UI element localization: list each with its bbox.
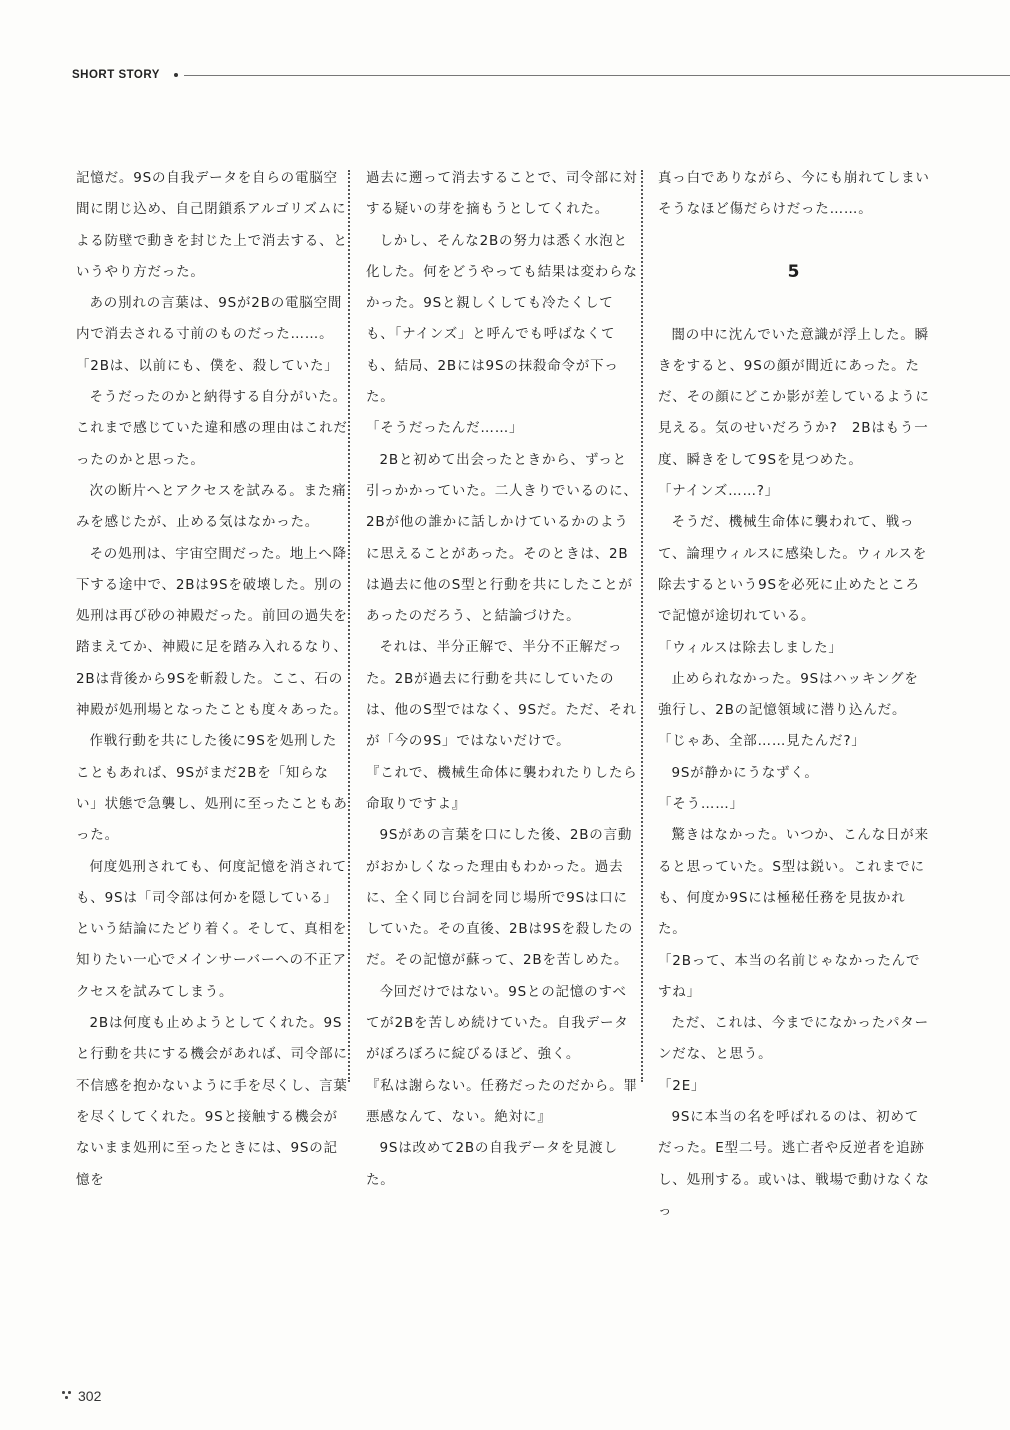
column-3-after <box>658 320 930 1228</box>
paragraph: 「そうだったんだ……」 <box>366 420 524 437</box>
paragraph: 「そう……」 <box>658 796 744 813</box>
section-title: SHORT STORY <box>72 69 160 81</box>
column-divider <box>641 170 643 1082</box>
column-divider <box>348 170 350 1082</box>
paragraph: 次の断片へとアクセスを試みる。また痛みを感じたが、止める気はなかった。 <box>76 482 347 531</box>
paragraph: 記憶だ。9Sの自我データを自らの電脳空間に閉じ込め、自己閉鎖系アルゴリズムによる防壁で動きを封じた上で消去する、というやり方だった。 <box>76 170 348 280</box>
paragraph: 真っ白でありながら、今にも崩れてしまいそうなほど傷だらけだった……。 <box>658 170 930 218</box>
page-footer <box>62 1388 101 1404</box>
paragraph: それは、半分正解で、半分不正解だった。2Bが過去に行動を共にしていたのは、他のS型ではなく、9Sだ。ただ、それが「今の9S」ではないだけで。 <box>366 639 637 750</box>
text-column-1 <box>76 163 348 1196</box>
chapter-number: 5 <box>787 261 801 282</box>
paragraph: 2Bと初めて出会ったときから、ずっと引っかかっていた。二人きりでいるのに、2Bが他の誰かに話しかけているかのように思えることがあった。そのときは、2Bは過去に他のS型と行動を共にしたことがあったのだろう、と結論づけた。 <box>366 451 638 625</box>
paragraph: 9Sがあの言葉を口にした後、2Bの言動がおかしくなった理由もわかった。過去に、全く同じ台詞を同じ場所で9Sは口にしていた。その直後、2Bは9Sを殺したのだ。その記憶が蘇って、2Bを苦しめた。 <box>366 827 634 969</box>
paragraph: 過去に遡って消去することで、司令部に対する疑いの芽を摘もうとしてくれた。 <box>366 170 638 218</box>
paragraph: 『これで、機械生命体に襲われたりしたら命取りですよ』 <box>366 764 638 812</box>
column-3-before <box>658 163 930 226</box>
footer-mark-icon <box>62 1391 72 1401</box>
paragraph: しかし、そんな2Bの努力は悉く水泡と化した。何をどうやっても結果は変わらなかった。9Sと親しくしても冷たくしても、「ナインズ」と呼んでも呼ばなくても、結局、2Bには9Sの抹殺命令が下った。 <box>366 232 638 406</box>
paragraph: 「ナインズ……?」 <box>658 483 780 500</box>
paragraph: 闇の中に沈んでいた意識が浮上した。瞬きをすると、9Sの顔が間近にあった。ただ、その顔にどこか影が差しているように見える。気のせいだろうか? 2Bはもう一度、瞬きをして9Sを見つめた。 <box>658 326 930 468</box>
paragraph: 「じゃあ、全部……見たんだ?」 <box>658 733 866 750</box>
paragraph: 「2E」 <box>658 1077 706 1094</box>
paragraph: ただ、これは、今までになかったパターンだな、と思う。 <box>658 1015 929 1063</box>
paragraph: その処刑は、宇宙空間だった。地上へ降下する途中で、2Bは9Sを破壊した。別の処刑は再び砂の神殿だった。前回の過失を踏まえてか、神殿に足を踏み入れるなり、2Bは背後から9Sを斬殺した。ここ、石の神殿が処刑場となったことも度々あった。 <box>76 545 348 719</box>
paragraph: 「2Bは、以前にも、僕を、殺していた」 <box>76 357 339 374</box>
text-column-2 <box>366 163 638 1196</box>
page-number: 302 <box>78 1388 102 1404</box>
paragraph: 驚きはなかった。いつか、こんな日が来ると思っていた。S型は鋭い。これまでにも、何度か9Sには極秘任務を見抜かれた。 <box>658 827 929 938</box>
paragraph: 「ウィルスは除去しました」 <box>658 639 843 656</box>
paragraph: 作戦行動を共にした後に9Sを処刑したこともあれば、9Sがまだ2Bを「知らない」状態で急襲し、処刑に至ったこともあった。 <box>76 733 348 844</box>
paragraph: 何度処刑されても、何度記憶を消されても、9Sは「司令部は何かを隠している」という結論にたどり着く。そして、真相を知りたい一心でメインサーバーへの不正アクセスを試みてしまう。 <box>76 858 348 1000</box>
header-bullet <box>174 73 178 77</box>
paragraph: 「2Bって、本当の名前じゃなかったんですね」 <box>658 952 921 1000</box>
paragraph: 9Sが静かにうなずく。 <box>671 764 819 781</box>
paragraph: 9Sに本当の名を呼ばれるのは、初めてだった。E型二号。逃亡者や反逆者を追跡し、処刑する。或いは、戦場で動けなくなっ <box>658 1109 930 1219</box>
paragraph: 今回だけではない。9Sとの記憶のすべてが2Bを苦しめ続けていた。自我データがぼろぼろに綻びるほど、強く。 <box>366 983 629 1063</box>
paragraph: そうだったのかと納得する自分がいた。これまで感じていた違和感の理由はこれだったのかと思った。 <box>76 389 348 468</box>
paragraph: 『私は謝らない。任務だったのだから。罪悪感なんて、ない。絶対に』 <box>366 1077 638 1125</box>
paragraph: 止められなかった。9Sはハッキングを強行し、2Bの記憶領域に潜り込んだ。 <box>658 670 919 719</box>
text-column-3 <box>658 163 930 1227</box>
paragraph: あの別れの言葉は、9Sが2Bの電脳空間内で消去される寸前のものだった……。 <box>76 295 343 343</box>
paragraph: そうだ、機械生命体に襲われて、戦って、論理ウィルスに感染した。ウィルスを除去するという9Sを必死に止めたところで記憶が途切れている。 <box>658 514 927 625</box>
running-header <box>72 66 1010 84</box>
paragraph: 2Bは何度も止めようとしてくれた。9Sと行動を共にする機会があれば、司令部に不信感を抱かないように手を尽くし、言葉を尽くしてくれた。9Sと接触する機会がないまま処刑に至ったときには、9Sの記憶を <box>76 1015 348 1188</box>
paragraph: 9Sは改めて2Bの自我データを見渡した。 <box>366 1140 618 1188</box>
header-rule <box>184 75 1010 76</box>
